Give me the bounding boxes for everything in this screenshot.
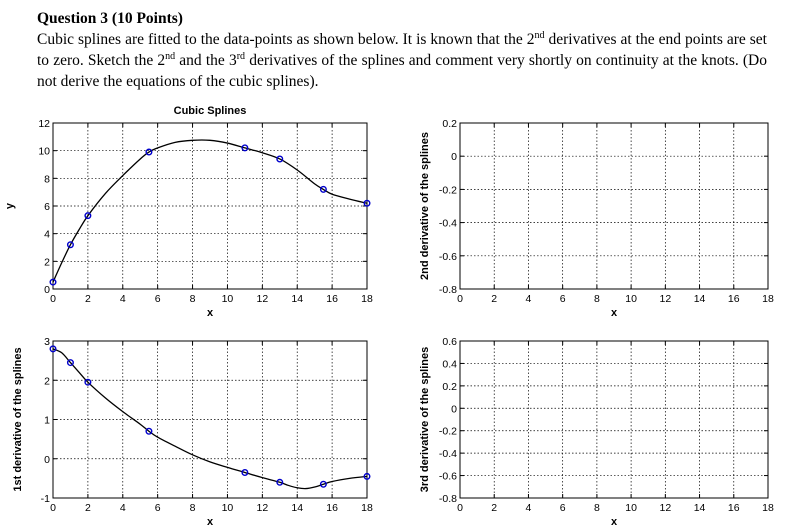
x-tick-label: 8 bbox=[189, 502, 196, 514]
x-tick-label: 14 bbox=[291, 502, 304, 514]
y-tick-label: 0.2 bbox=[442, 118, 457, 130]
x-tick-label: 0 bbox=[457, 502, 463, 514]
superscript-nd-1: nd bbox=[534, 29, 545, 41]
y-tick-label: -0.6 bbox=[438, 470, 457, 483]
x-tick-label: 6 bbox=[559, 293, 566, 305]
y-tick-label: 0 bbox=[451, 403, 457, 416]
x-tick-label: 14 bbox=[693, 502, 706, 514]
x-tick-label: 14 bbox=[291, 293, 304, 305]
x-tick-label: 12 bbox=[659, 502, 672, 514]
x-tick-label: 2 bbox=[84, 502, 91, 514]
body-text-1: Cubic splines are fitted to the data-points as shown below. It is known that the 2 bbox=[37, 31, 535, 48]
y-axis-label: 2nd derivative of the splines bbox=[419, 132, 431, 280]
y-tick-label: -1 bbox=[40, 493, 50, 505]
y-tick-label: -0.8 bbox=[438, 493, 457, 505]
question-title: Question 3 (10 Points) bbox=[37, 10, 183, 27]
second-derivative-chart bbox=[419, 118, 774, 319]
y-tick-label: 3 bbox=[44, 336, 50, 348]
chart-title: Cubic Splines bbox=[173, 105, 247, 117]
x-axis-label: x bbox=[206, 307, 214, 319]
x-tick-label: 6 bbox=[154, 293, 161, 305]
body-text-4: derivatives of the splines and comment very shortly on continuity at the knots. (Do not derive the equations of the cubic splines). bbox=[37, 52, 767, 90]
y-tick-label: 0.2 bbox=[442, 380, 457, 393]
x-tick-label: 8 bbox=[593, 293, 600, 305]
x-tick-label: 10 bbox=[221, 293, 234, 305]
x-axis-label: x bbox=[610, 516, 618, 528]
x-tick-label: 10 bbox=[221, 502, 234, 514]
x-tick-label: 10 bbox=[625, 293, 637, 305]
splines-chart bbox=[4, 105, 373, 319]
x-tick-label: 4 bbox=[119, 502, 126, 514]
x-tick-label: 18 bbox=[762, 502, 774, 514]
x-tick-label: 12 bbox=[256, 502, 269, 514]
x-tick-label: 2 bbox=[84, 293, 91, 305]
x-tick-label: 2 bbox=[491, 502, 498, 514]
x-tick-label: 12 bbox=[659, 293, 672, 305]
y-tick-label: -0.8 bbox=[438, 284, 457, 296]
x-tick-label: 8 bbox=[189, 293, 196, 305]
x-tick-label: 0 bbox=[50, 293, 56, 305]
y-tick-label: -0.2 bbox=[438, 184, 457, 197]
axes-box bbox=[460, 341, 768, 498]
y-tick-label: 0 bbox=[451, 151, 457, 164]
y-axis-label: y bbox=[4, 202, 16, 210]
y-tick-label: -0.4 bbox=[438, 217, 457, 230]
x-tick-label: 18 bbox=[361, 293, 373, 305]
y-tick-label: 12 bbox=[38, 118, 50, 130]
y-tick-label: 0.4 bbox=[442, 358, 457, 371]
x-tick-label: 8 bbox=[593, 502, 600, 514]
spline-curve bbox=[53, 140, 367, 282]
x-tick-label: 2 bbox=[491, 293, 498, 305]
x-tick-label: 16 bbox=[727, 293, 740, 305]
y-tick-label: 0 bbox=[44, 453, 50, 466]
first-derivative-chart bbox=[12, 336, 373, 528]
y-tick-label: 6 bbox=[44, 201, 50, 213]
y-tick-label: 2 bbox=[44, 256, 50, 269]
body-text-3: and the 3 bbox=[175, 52, 237, 69]
third-derivative-chart bbox=[419, 336, 774, 528]
superscript-nd-2: nd bbox=[165, 50, 176, 62]
y-tick-label: -0.2 bbox=[438, 425, 457, 438]
y-axis-label: 3rd derivative of the splines bbox=[419, 346, 431, 493]
axes-box bbox=[460, 123, 768, 289]
x-tick-label: 0 bbox=[457, 293, 463, 305]
x-tick-label: 16 bbox=[326, 502, 338, 514]
y-tick-label: 8 bbox=[44, 173, 50, 186]
y-axis-label: 1st derivative of the splines bbox=[12, 347, 24, 492]
y-tick-label: 1 bbox=[44, 414, 50, 427]
x-axis-label: x bbox=[610, 307, 618, 319]
x-tick-label: 16 bbox=[326, 293, 338, 305]
x-tick-label: 6 bbox=[559, 502, 566, 514]
x-tick-label: 12 bbox=[256, 293, 269, 305]
y-tick-label: 2 bbox=[44, 375, 50, 388]
x-tick-label: 4 bbox=[119, 293, 126, 305]
y-tick-label: 0.6 bbox=[442, 336, 457, 348]
x-tick-label: 18 bbox=[361, 502, 373, 514]
y-tick-label: 10 bbox=[38, 145, 50, 158]
x-tick-label: 14 bbox=[693, 293, 706, 305]
x-tick-label: 6 bbox=[154, 502, 161, 514]
y-tick-label: 0 bbox=[44, 284, 50, 296]
x-tick-label: 16 bbox=[727, 502, 740, 514]
spline-curve bbox=[53, 349, 367, 489]
x-tick-label: 4 bbox=[525, 502, 532, 514]
x-tick-label: 18 bbox=[762, 293, 774, 305]
y-tick-label: -0.4 bbox=[438, 448, 457, 461]
y-tick-label: -0.6 bbox=[438, 250, 457, 263]
x-tick-label: 10 bbox=[625, 502, 637, 514]
superscript-rd: rd bbox=[236, 50, 246, 62]
x-axis-label: x bbox=[206, 516, 214, 528]
x-tick-label: 0 bbox=[50, 502, 56, 514]
body-text-2: derivatives at the end points are set to zero. Sketch the 2 bbox=[37, 31, 767, 69]
x-tick-label: 4 bbox=[525, 293, 532, 305]
y-tick-label: 4 bbox=[44, 228, 50, 241]
